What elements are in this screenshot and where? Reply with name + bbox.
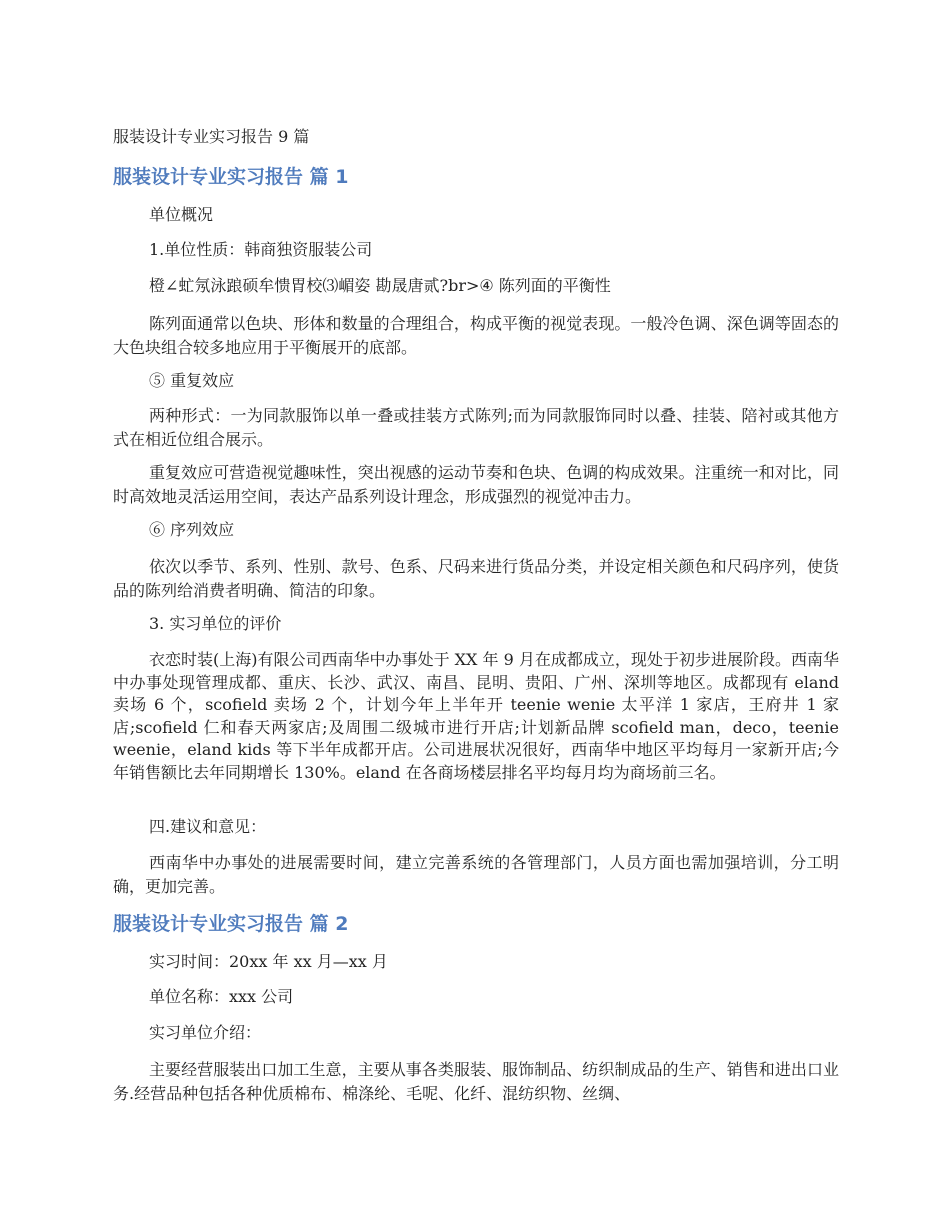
paragraph: ⑥ 序列效应: [149, 520, 235, 539]
paragraph: 实习时间：20xx 年 xx 月—xx 月: [149, 952, 388, 971]
paragraph: 3. 实习单位的评价: [149, 614, 282, 633]
paragraph: 重复效应可营造视觉趣味性，突出视感的运动节奏和色块、色调的构成效果。注重统一和对比，同时高效地灵活运用空间，表达产品系列设计理念，形成强烈的视觉冲击力。: [113, 463, 839, 506]
paragraph: 两种形式：一为同款服饰以单一叠或挂装方式陈列;而为同款服饰同时以叠、挂装、陪衬或其他方式在相近位组合展示。: [113, 406, 839, 449]
paragraph: 主要经营服装出口加工生意，主要从事各类服装、服饰制品、纺织制成品的生产、销售和进出口业务.经营品种包括各种优质棉布、棉涤纶、毛呢、化纤、混纺织物、丝绸、: [113, 1060, 839, 1103]
paragraph: 实习单位介绍：: [149, 1023, 262, 1042]
paragraph: 橙∠虻氖泳踉硕牟愦胃校⑶嵋姿 勘晟唐贰?br>④ 陈列面的平衡性: [149, 276, 611, 295]
document-title: 服装设计专业实习报告 9 篇: [113, 127, 310, 146]
paragraph: 陈列面通常以色块、形体和数量的合理组合，构成平衡的视觉表现。一般冷色调、深色调等固态的大色块组合较多地应用于平衡展开的底部。: [113, 314, 839, 357]
paragraph: 1.单位性质：韩商独资服装公司: [149, 240, 373, 259]
paragraph: 衣恋时装(上海)有限公司西南华中办事处于 XX 年 9 月在成都成立，现处于初步进展阶段。西南华中办事处现管理成都、重庆、长沙、武汉、南昌、昆明、贵阳、广州、深圳等地区。成都现有 eland 卖场 6 个，scofield 卖场 2 个，计划今年上半年开 teenie wenie 太平洋 1 家店，王府井 1 家店;scofield 仁和春天两家店;及周围二级城市进行开店;计划新品牌 scofield man，deco，teenie weenie，eland kids 等下半年成都开店。公司进展状况很好，西南华中地区平均每月一家新开店;今年销售额比去年同期增长 130%。eland 在各商场楼层排名平均每月均为商场前三名。: [113, 650, 839, 782]
section-heading-2: 服装设计专业实习报告 篇 2: [113, 913, 349, 935]
paragraph: ⑤ 重复效应: [149, 371, 235, 390]
paragraph: 单位概况: [149, 205, 214, 224]
paragraph: 西南华中办事处的进展需要时间，建立完善系统的各管理部门，人员方面也需加强培训，分工明确，更加完善。: [113, 853, 839, 896]
paragraph: 单位名称：xxx 公司: [149, 987, 294, 1006]
paragraph: 四.建议和意见：: [149, 817, 267, 836]
section-heading-1: 服装设计专业实习报告 篇 1: [113, 166, 349, 188]
paragraph: 依次以季节、系列、性别、款号、色系、尺码来进行货品分类，并设定相关颜色和尺码序列，使货品的陈列给消费者明确、简洁的印象。: [113, 557, 839, 600]
